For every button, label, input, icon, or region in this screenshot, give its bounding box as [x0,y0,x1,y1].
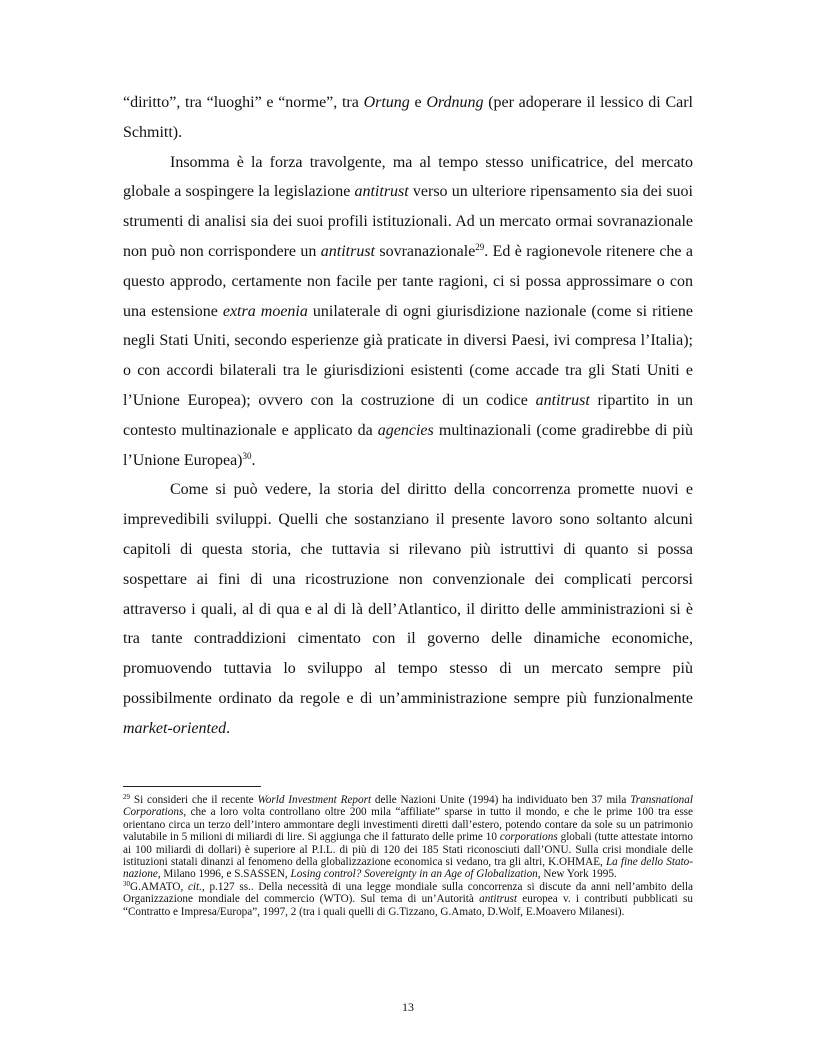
text-run: Insomma è la forza travolgente, ma al tempo stesso unificatrice, del mercato globale a sospingere la legislazione [123,153,693,201]
text-run: . [251,451,256,469]
paragraph-2 [123,148,693,476]
italic-term: antitrust [535,391,590,409]
italic-term: agencies [377,421,434,439]
italic-term: corporations [499,831,558,844]
text-run: delle Nazioni Unite (1994) ha individuato ben 37 mila [371,794,631,806]
body-text [123,88,693,744]
footnote-number: 30 [123,879,130,888]
footnote-30 [123,881,693,918]
text-run: ripartito in un contesto multinazionale e applicato da [123,391,693,439]
footnote-29 [123,794,693,881]
text-run: multinazionali (come gradirebbe di più l’Unione Europea) [123,421,693,469]
footnote-ref-30[interactable]: 30 [242,450,252,461]
italic-term: Ordnung [426,94,484,111]
text-run: globali (tutte attestate intorno ai 100 miliardi di dollari) è superiore al P.I.L. di più di 120 dei 185 Stati riconosciuti dall’ONU. Sulla crisi mondiale delle istituzioni statali dinanzi al fenomeno della globalizzazione economica si vedano, tra gli altri, K.OHMAE, [123,831,693,869]
text-run: Si consideri che il recente [130,794,258,806]
text-run: . Ed è ragionevole ritenere che a questo approdo, certamente non facile per tante ragioni, ci si possa approssimare o con una estensione [123,242,693,320]
italic-term: Transnational Corporations [123,794,693,819]
italic-term: La fine dello Stato-nazione [123,856,693,881]
text-run: (per adoperare il lessico di Carl Schmitt). [123,94,693,141]
footnotes [123,794,693,918]
text-run: , p.127 ss.. Della necessità di una legge mondiale sulla concorrenza si discute da anni nell’ambito della Organizzazione mondiale del commercio (WTO). Sul tema di un’Autorità [123,880,693,906]
page-number: 13 [402,1000,414,1014]
italic-term: World Investment Report [257,794,372,806]
italic-term: cit. [187,880,202,893]
text-run: Come si può vedere, la storia del diritto della concorrenza promette nuovi e imprevedibili sviluppi. Quelli che sostanziano il presente lavoro sono soltanto alcuni capitoli di questa storia, che tuttavia si rilevano più istruttivi di quanto si possa sospettare ai fini di una ricostruzione non convenzionale dei complicati percorsi attraverso i quali, al di qua e al di là dell’Atlantico, il diritto delle amministrazioni si è tra tante contraddizioni cimentato con il governo delle dinamiche economiche, promuovendo tuttavia lo sviluppo al tempo stesso di un mercato sempre più possibilmente ordinato da regole e di un’amministrazione sempre più funzionalmente [123,481,693,707]
text-run: , New York 1995. [537,868,617,881]
footnote-separator [123,786,261,787]
italic-term: antitrust [320,242,375,260]
italic-term: extra moenia [222,302,308,320]
italic-term: Ortung [363,94,410,111]
text-run: europea v. i contributi pubblicati su “Contratto e Impresa/Europa”, 1997, 2 (tra i quali quelli di G.Tizzano, G.Amato, D.Wolf, E.Moavero Milanesi). [123,893,693,918]
text-run: sovranazionale [374,242,476,260]
text-run: “diritto”, tra “luoghi” e “norme”, tra [123,94,364,111]
italic-term: Losing control? Sovereignty in an Age of Globalization [290,868,538,881]
footnote-number: 29 [123,793,130,801]
text-run: e [409,94,427,111]
text-run: G.AMATO, [130,880,188,893]
text-run: unilaterale di ogni giurisdizione nazionale (come si ritiene negli Stati Uniti, secondo esperienze già praticate in diversi Paesi, ivi compresa l’Italia); o con accordi bilaterali tra le giurisdizioni esistenti (come accade tra gli Stati Uniti e l’Unione Europea); ovvero con la costruzione di un codice [123,302,693,409]
italic-term: antitrust [479,893,518,906]
footnote-ref-29[interactable]: 29 [475,241,485,252]
text-run: verso un ulteriore ripensamento sia dei suoi strumenti di analisi sia dei suoi profili istituzionali. Ad un mercato ormai sovranazionale non può non corrispondere un [123,183,693,260]
paragraph-1 [123,88,693,148]
paragraph-3 [123,475,693,743]
text-run: , Milano 1996, e S.SASSEN, [157,868,291,881]
text-run: , che a loro volta controllano oltre 200 mila “affiliate” sparse in tutto il mondo, e che le prime 100 tra esse orientano circa un terzo dell’intero ammontare degli investimenti diretti dall’estero, potendo contare da sole su un patrimonio valutabile in 5 milioni di miliardi di lire. Si aggiunga che il fatturato delle prime 10 [123,806,693,844]
italic-term: antitrust [354,183,409,201]
text-run: . [226,719,231,737]
italic-term: market-oriented [123,719,227,737]
